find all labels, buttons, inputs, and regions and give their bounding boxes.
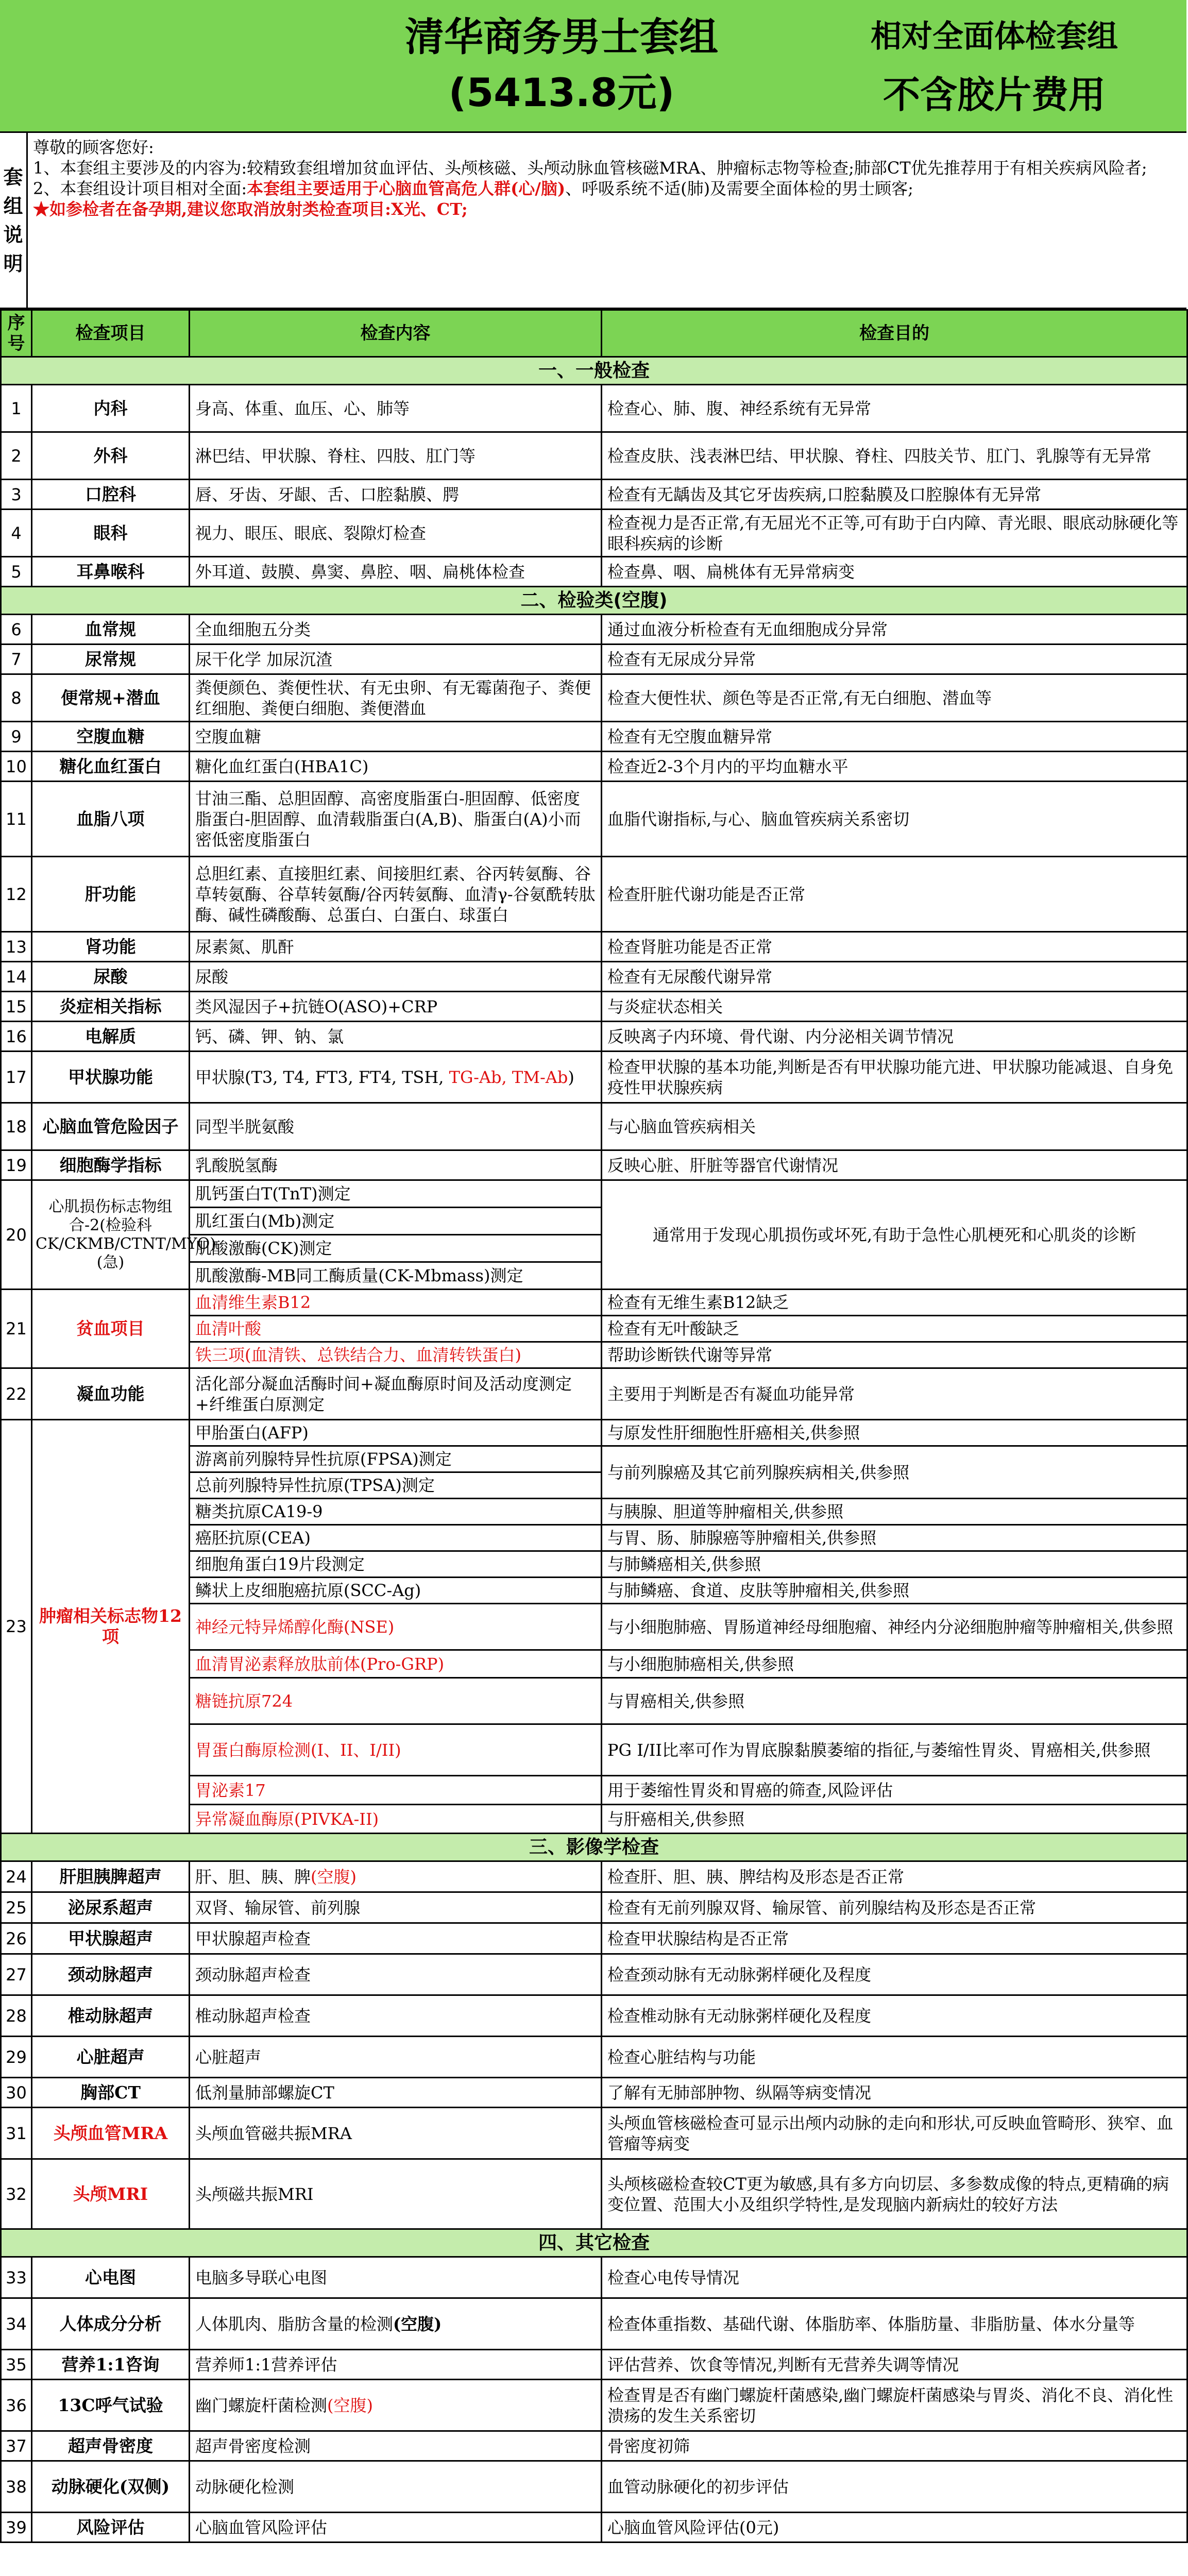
row-number: 24	[1, 1861, 32, 1892]
table-row	[1, 857, 1187, 932]
row-content: 肌酸激酶(CK)测定	[190, 1235, 602, 1262]
table-row	[1, 1995, 1187, 2037]
row-purpose: 用于萎缩性胃炎和胃癌的筛查,风险评估	[602, 1776, 1187, 1805]
row-item: 心电图	[32, 2257, 190, 2298]
row-purpose: 检查颈动脉有无动脉粥样硬化及程度	[602, 1954, 1187, 1995]
row-number: 16	[1, 1022, 32, 1052]
table-row	[1, 2380, 1187, 2431]
row-item: 心脏超声	[32, 2037, 190, 2078]
row-purpose: 血脂代谢指标,与心、脑血管疾病关系密切	[602, 782, 1187, 857]
row-content: 异常凝血酶原(PIVKA-II)	[190, 1805, 602, 1834]
row-item: 肿瘤相关标志物12项	[32, 1420, 190, 1834]
row-purpose: 检查有无叶酸缺乏	[602, 1316, 1187, 1342]
row-content: 乳酸脱氢酶	[190, 1150, 602, 1180]
row-purpose: 检查近2-3个月内的平均血糖水平	[602, 752, 1187, 782]
row-item: 血常规	[32, 615, 190, 645]
row-content: 粪便颜色、粪便性状、有无虫卵、有无霉菌孢子、粪便红细胞、粪便白细胞、粪便潜血	[190, 674, 602, 722]
table-row	[1, 992, 1187, 1022]
row-content: 双肾、输尿管、前列腺	[190, 1892, 602, 1923]
table-row	[1, 2159, 1187, 2229]
row-content: 钙、磷、钾、钠、氯	[190, 1022, 602, 1052]
row-content	[190, 2380, 602, 2431]
table-row	[1, 1290, 1187, 1316]
row-number: 36	[1, 2380, 32, 2431]
row-purpose: 检查心电传导情况	[602, 2257, 1187, 2298]
row-purpose: 检查甲状腺结构是否正常	[602, 1923, 1187, 1954]
table-row	[1, 782, 1187, 857]
table-row	[1, 1150, 1187, 1180]
row-purpose: 检查有无尿成分异常	[602, 645, 1187, 674]
row-item: 动脉硬化(双侧)	[32, 2461, 190, 2513]
row-number: 26	[1, 1923, 32, 1954]
row-content: 动脉硬化检测	[190, 2461, 602, 2513]
row-content: 尿酸	[190, 962, 602, 992]
row-content: 低剂量肺部螺旋CT	[190, 2078, 602, 2108]
content-text: 肝、胆、胰、脾	[195, 1867, 311, 1887]
row-item: 椎动脉超声	[32, 1995, 190, 2037]
content-text: 幽门螺旋杆菌检测	[195, 2395, 328, 2415]
row-number: 14	[1, 962, 32, 992]
row-content: 视力、眼压、眼底、裂隙灯检查	[190, 510, 602, 557]
row-item: 甲状腺功能	[32, 1052, 190, 1103]
row-content: 心脑血管风险评估	[190, 2513, 602, 2543]
row-purpose: 与肺鳞癌、食道、皮肤等肿瘤相关,供参照	[602, 1578, 1187, 1604]
intro-pregnancy-warning: ★如参检者在备孕期,建议您取消放射类检查项目:X光、CT;	[33, 199, 468, 219]
row-content: 血清叶酸	[190, 1316, 602, 1342]
row-purpose: 通常用于发现心肌损伤或坏死,有助于急性心肌梗死和心肌炎的诊断	[602, 1180, 1187, 1290]
row-purpose: 检查视力是否正常,有无屈光不正等,可有助于白内障、青光眼、眼底动脉硬化等眼科疾病的诊断	[602, 510, 1187, 557]
row-number: 33	[1, 2257, 32, 2298]
row-purpose: 检查肝、胆、胰、脾结构及形态是否正常	[602, 1861, 1187, 1892]
row-item: 口腔科	[32, 480, 190, 510]
row-content: 唇、牙齿、牙龈、舌、口腔黏膜、腭	[190, 480, 602, 510]
row-content: 血清胃泌素释放肽前体(Pro-GRP)	[190, 1650, 602, 1678]
table-row	[1, 2108, 1187, 2159]
row-purpose: 与原发性肝细胞性肝癌相关,供参照	[602, 1420, 1187, 1446]
row-item: 肝胆胰脾超声	[32, 1861, 190, 1892]
row-content: 超声骨密度检测	[190, 2431, 602, 2461]
row-purpose: PG I/II比率可作为胃底腺黏膜萎缩的指征,与萎缩性胃炎、胃癌相关,供参照	[602, 1724, 1187, 1776]
table-row	[1, 1892, 1187, 1923]
intro-line-1: 1、本套组主要涉及的内容为:较精致套组增加贫血评估、头颅核磁、头颅动脉血管核磁MRA、肿瘤标志物等检查;肺部CT优先推荐用于有相关疾病风险者;	[33, 158, 1147, 178]
row-item: 糖化血红蛋白	[32, 752, 190, 782]
table-row	[1, 1103, 1187, 1150]
row-content: 心脏超声	[190, 2037, 602, 2078]
row-purpose: 与胰腺、胆道等肿瘤相关,供参照	[602, 1499, 1187, 1525]
row-content: 糖链抗原724	[190, 1678, 602, 1724]
row-purpose: 了解有无肺部肿物、纵隔等病变情况	[602, 2078, 1187, 2108]
row-content: 外耳道、鼓膜、鼻窦、鼻腔、咽、扁桃体检查	[190, 557, 602, 587]
row-purpose: 与胃、肠、肺腺癌等肿瘤相关,供参照	[602, 1525, 1187, 1551]
row-content: 电脑多导联心电图	[190, 2257, 602, 2298]
col-purpose-header: 检查目的	[602, 310, 1187, 357]
row-number: 37	[1, 2431, 32, 2461]
row-content: 同型半胱氨酸	[190, 1103, 602, 1150]
table-row	[1, 1420, 1187, 1446]
table-row	[1, 645, 1187, 674]
row-purpose: 检查鼻、咽、扁桃体有无异常病变	[602, 557, 1187, 587]
row-number: 8	[1, 674, 32, 722]
row-number: 38	[1, 2461, 32, 2513]
row-item: 心脑血管危险因子	[32, 1103, 190, 1150]
table-row	[1, 385, 1187, 432]
row-content: 总胆红素、直接胆红素、间接胆红素、谷丙转氨酶、谷草转氨酶、谷草转氨酶/谷丙转氨酶、血清γ-谷氨酰转肽酶、碱性磷酸酶、总蛋白、白蛋白、球蛋白	[190, 857, 602, 932]
row-purpose: 通过血液分析检查有无血细胞成分异常	[602, 615, 1187, 645]
intro-greeting: 尊敬的顾客您好:	[33, 138, 154, 157]
table-row	[1, 2298, 1187, 2350]
row-number: 12	[1, 857, 32, 932]
content-bold-text: (空腹)	[393, 2314, 442, 2334]
row-number: 6	[1, 615, 32, 645]
row-purpose: 检查甲状腺的基本功能,判断是否有甲状腺功能亢进、甲状腺功能减退、自身免疫性甲状腺疾病	[602, 1052, 1187, 1103]
exam-table	[0, 309, 1188, 2543]
row-content: 细胞角蛋白19片段测定	[190, 1551, 602, 1578]
row-number: 27	[1, 1954, 32, 1995]
row-content: 尿素氮、肌酐	[190, 932, 602, 962]
row-number: 9	[1, 722, 32, 752]
row-content: 铁三项(血清铁、总铁结合力、血清转铁蛋白)	[190, 1342, 602, 1368]
table-row	[1, 1954, 1187, 1995]
row-purpose: 检查有无龋齿及其它牙齿疾病,口腔黏膜及口腔腺体有无异常	[602, 480, 1187, 510]
row-number: 1	[1, 385, 32, 432]
row-content: 全血细胞五分类	[190, 615, 602, 645]
table-row	[1, 962, 1187, 992]
row-purpose: 主要用于判断是否有凝血功能异常	[602, 1368, 1187, 1420]
table-row	[1, 557, 1187, 587]
row-number: 34	[1, 2298, 32, 2350]
row-purpose: 与胃癌相关,供参照	[602, 1678, 1187, 1724]
row-purpose: 与心脑血管疾病相关	[602, 1103, 1187, 1150]
row-number: 23	[1, 1420, 32, 1834]
row-purpose: 头颅核磁检查较CT更为敏感,具有多方向切层、多参数成像的特点,更精确的病变位置、范围大小及组织学特性,是发现脑内新病灶的较好方法	[602, 2159, 1187, 2229]
row-number: 3	[1, 480, 32, 510]
intro-line-2: 2、本套组设计项目相对全面:本套组主要适用于心脑血管高危人群(心/脑)、呼吸系统不适(肺)及需要全面体检的男士顾客;	[33, 179, 913, 198]
row-purpose: 血管动脉硬化的初步评估	[602, 2461, 1187, 2513]
table-row	[1, 932, 1187, 962]
row-content: 癌胚抗原(CEA)	[190, 1525, 602, 1551]
package-intro	[0, 133, 1186, 309]
row-purpose: 与炎症状态相关	[602, 992, 1187, 1022]
film-fee-note: 不含胶片费用	[882, 73, 1106, 116]
content-red-text: TG-Ab, TM-Ab	[449, 1067, 568, 1087]
package-type: 相对全面体检套组	[871, 19, 1118, 55]
table-row	[1, 432, 1187, 480]
row-number: 31	[1, 2108, 32, 2159]
package-title: 清华商务男士套组	[405, 14, 718, 60]
row-number: 29	[1, 2037, 32, 2078]
content-red-text: (空腹)	[311, 1867, 357, 1887]
row-item: 眼科	[32, 510, 190, 557]
row-item: 肝功能	[32, 857, 190, 932]
row-number: 4	[1, 510, 32, 557]
row-purpose: 与肺鳞癌相关,供参照	[602, 1551, 1187, 1578]
col-content-header: 检查内容	[190, 310, 602, 357]
row-purpose: 检查心、肺、腹、神经系统有无异常	[602, 385, 1187, 432]
row-content	[190, 1052, 602, 1103]
content-text-end: )	[568, 1067, 574, 1087]
row-purpose: 检查心脏结构与功能	[602, 2037, 1187, 2078]
row-number: 20	[1, 1180, 32, 1290]
table-row	[1, 480, 1187, 510]
table-row	[1, 1022, 1187, 1052]
row-purpose: 检查大便性状、颜色等是否正常,有无白细胞、潜血等	[602, 674, 1187, 722]
row-number: 10	[1, 752, 32, 782]
row-item: 肾功能	[32, 932, 190, 962]
row-item: 凝血功能	[32, 1368, 190, 1420]
row-content: 胃蛋白酶原检测(I、II、I/II)	[190, 1724, 602, 1776]
row-purpose: 检查胃是否有幽门螺旋杆菌感染,幽门螺旋杆菌感染与胃炎、消化不良、消化性溃疡的发生关系密切	[602, 2380, 1187, 2431]
row-item: 便常规+潜血	[32, 674, 190, 722]
row-purpose: 评估营养、饮食等情况,判断有无营养失调等情况	[602, 2350, 1187, 2380]
intro-label: 套 组 说 明	[0, 133, 28, 308]
row-item: 头颅MRI	[32, 2159, 190, 2229]
row-purpose: 检查有无维生素B12缺乏	[602, 1290, 1187, 1316]
table-row	[1, 722, 1187, 752]
row-number: 35	[1, 2350, 32, 2380]
table-row	[1, 2037, 1187, 2078]
section-title: 一、一般检查	[1, 357, 1187, 385]
row-content	[190, 2298, 602, 2350]
section-title: 四、其它检查	[1, 2229, 1187, 2257]
row-item: 内科	[32, 385, 190, 432]
row-content: 肌红蛋白(Mb)测定	[190, 1208, 602, 1235]
row-content: 类风湿因子+抗链O(ASO)+CRP	[190, 992, 602, 1022]
table-row	[1, 752, 1187, 782]
row-purpose: 帮助诊断铁代谢等异常	[602, 1342, 1187, 1368]
section-row	[1, 1834, 1187, 1861]
row-purpose: 与小细胞肺癌、胃肠道神经母细胞瘤、神经内分泌细胞肿瘤等肿瘤相关,供参照	[602, 1604, 1187, 1650]
package-price: (5413.8元)	[448, 70, 675, 115]
content-text: 人体肌肉、脂肪含量的检测	[195, 2314, 394, 2334]
row-content: 甲状腺超声检查	[190, 1923, 602, 1954]
row-content: 甘油三酯、总胆固醇、高密度脂蛋白-胆固醇、低密度脂蛋白-胆固醇、血清载脂蛋白(A,B)、脂蛋白(A)小而密低密度脂蛋白	[190, 782, 602, 857]
row-item: 泌尿系超声	[32, 1892, 190, 1923]
row-item: 尿常规	[32, 645, 190, 674]
row-item: 13C呼气试验	[32, 2380, 190, 2431]
row-number: 18	[1, 1103, 32, 1150]
row-content: 甲胎蛋白(AFP)	[190, 1420, 602, 1446]
row-item: 空腹血糖	[32, 722, 190, 752]
row-item: 心肌损伤标志物组合-2(检验科CK/CKMB/CTNT/MYO)(急)	[32, 1180, 190, 1290]
row-purpose: 检查有无前列腺双肾、输尿管、前列腺结构及形态是否正常	[602, 1892, 1187, 1923]
row-number: 15	[1, 992, 32, 1022]
row-item: 尿酸	[32, 962, 190, 992]
row-number: 28	[1, 1995, 32, 2037]
row-item: 营养1:1咨询	[32, 2350, 190, 2380]
section-row	[1, 2229, 1187, 2257]
row-item: 人体成分分析	[32, 2298, 190, 2350]
row-item: 贫血项目	[32, 1290, 190, 1368]
row-number: 21	[1, 1290, 32, 1368]
row-number: 7	[1, 645, 32, 674]
row-content: 神经元特异烯醇化酶(NSE)	[190, 1604, 602, 1650]
section-row	[1, 587, 1187, 615]
row-number: 39	[1, 2513, 32, 2543]
row-purpose: 骨密度初筛	[602, 2431, 1187, 2461]
row-content: 头颅血管磁共振MRA	[190, 2108, 602, 2159]
row-content: 身高、体重、血压、心、肺等	[190, 385, 602, 432]
content-text: 甲状腺(T3, T4, FT3, FT4, TSH,	[195, 1067, 449, 1087]
row-content: 血清维生素B12	[190, 1290, 602, 1316]
row-content: 鳞状上皮细胞癌抗原(SCC-Ag)	[190, 1578, 602, 1604]
row-purpose: 检查体重指数、基础代谢、体脂肪率、体脂肪量、非脂肪量、体水分量等	[602, 2298, 1187, 2350]
row-purpose: 头颅血管核磁检查可显示出颅内动脉的走向和形状,可反映血管畸形、狭窄、血管瘤等病变	[602, 2108, 1187, 2159]
row-purpose: 检查肝脏代谢功能是否正常	[602, 857, 1187, 932]
row-content: 肌酸激酶-MB同工酶质量(CK-Mbmass)测定	[190, 1262, 602, 1290]
row-item: 头颅血管MRA	[32, 2108, 190, 2159]
table-row	[1, 615, 1187, 645]
row-number: 25	[1, 1892, 32, 1923]
table-row	[1, 2257, 1187, 2298]
row-purpose: 检查椎动脉有无动脉粥样硬化及程度	[602, 1995, 1187, 2037]
row-content: 糖类抗原CA19-9	[190, 1499, 602, 1525]
row-purpose: 与肝癌相关,供参照	[602, 1805, 1187, 1834]
row-content	[190, 1861, 602, 1892]
row-content: 淋巴结、甲状腺、脊柱、四肢、肛门等	[190, 432, 602, 480]
row-purpose: 检查有无尿酸代谢异常	[602, 962, 1187, 992]
row-number: 30	[1, 2078, 32, 2108]
row-number: 22	[1, 1368, 32, 1420]
row-content: 椎动脉超声检查	[190, 1995, 602, 2037]
row-item: 耳鼻喉科	[32, 557, 190, 587]
table-row	[1, 2431, 1187, 2461]
row-number: 2	[1, 432, 32, 480]
row-item: 血脂八项	[32, 782, 190, 857]
row-content: 游离前列腺特异性抗原(FPSA)测定	[190, 1446, 602, 1472]
row-number: 5	[1, 557, 32, 587]
intro-text	[33, 137, 1179, 219]
row-purpose: 检查有无空腹血糖异常	[602, 722, 1187, 752]
row-item: 炎症相关指标	[32, 992, 190, 1022]
table-row	[1, 510, 1187, 557]
row-item: 风险评估	[32, 2513, 190, 2543]
section-row	[1, 357, 1187, 385]
table-row	[1, 1861, 1187, 1892]
row-content: 糖化血红蛋白(HBA1C)	[190, 752, 602, 782]
table-header-row	[1, 310, 1187, 357]
row-purpose: 反映心脏、肝脏等器官代谢情况	[602, 1150, 1187, 1180]
table-row	[1, 2078, 1187, 2108]
section-title: 二、检验类(空腹)	[1, 587, 1187, 615]
row-item: 甲状腺超声	[32, 1923, 190, 1954]
content-red-text: (空腹)	[327, 2395, 373, 2415]
row-purpose: 检查肾脏功能是否正常	[602, 932, 1187, 962]
table-row	[1, 1180, 1187, 1208]
row-purpose: 检查皮肤、浅表淋巴结、甲状腺、脊柱、四肢关节、肛门、乳腺等有无异常	[602, 432, 1187, 480]
row-content: 头颅磁共振MRI	[190, 2159, 602, 2229]
col-no-header: 序号	[1, 310, 32, 357]
row-number: 17	[1, 1052, 32, 1103]
table-row	[1, 2350, 1187, 2380]
table-row	[1, 2461, 1187, 2513]
row-content: 总前列腺特异性抗原(TPSA)测定	[190, 1472, 602, 1499]
row-item: 超声骨密度	[32, 2431, 190, 2461]
header-banner	[0, 0, 1186, 133]
row-content: 胃泌素17	[190, 1776, 602, 1805]
table-row	[1, 1052, 1187, 1103]
row-purpose: 与前列腺癌及其它前列腺疾病相关,供参照	[602, 1446, 1187, 1499]
row-number: 19	[1, 1150, 32, 1180]
row-purpose: 与小细胞肺癌相关,供参照	[602, 1650, 1187, 1678]
table-row	[1, 1368, 1187, 1420]
row-content: 肌钙蛋白T(TnT)测定	[190, 1180, 602, 1208]
col-item-header: 检查项目	[32, 310, 190, 357]
row-content: 空腹血糖	[190, 722, 602, 752]
row-number: 11	[1, 782, 32, 857]
table-row	[1, 1923, 1187, 1954]
row-item: 电解质	[32, 1022, 190, 1052]
row-content: 营养师1:1营养评估	[190, 2350, 602, 2380]
row-purpose: 反映离子内环境、骨代谢、内分泌相关调节情况	[602, 1022, 1187, 1052]
row-content: 尿干化学 加尿沉渣	[190, 645, 602, 674]
row-item: 细胞酶学指标	[32, 1150, 190, 1180]
row-item: 颈动脉超声	[32, 1954, 190, 1995]
row-item: 胸部CT	[32, 2078, 190, 2108]
row-content: 活化部分凝血活酶时间+凝血酶原时间及活动度测定+纤维蛋白原测定	[190, 1368, 602, 1420]
table-row	[1, 674, 1187, 722]
row-purpose: 心脑血管风险评估(0元)	[602, 2513, 1187, 2543]
row-number: 32	[1, 2159, 32, 2229]
table-row	[1, 2513, 1187, 2543]
row-number: 13	[1, 932, 32, 962]
row-content: 颈动脉超声检查	[190, 1954, 602, 1995]
section-title: 三、影像学检查	[1, 1834, 1187, 1861]
row-item: 外科	[32, 432, 190, 480]
